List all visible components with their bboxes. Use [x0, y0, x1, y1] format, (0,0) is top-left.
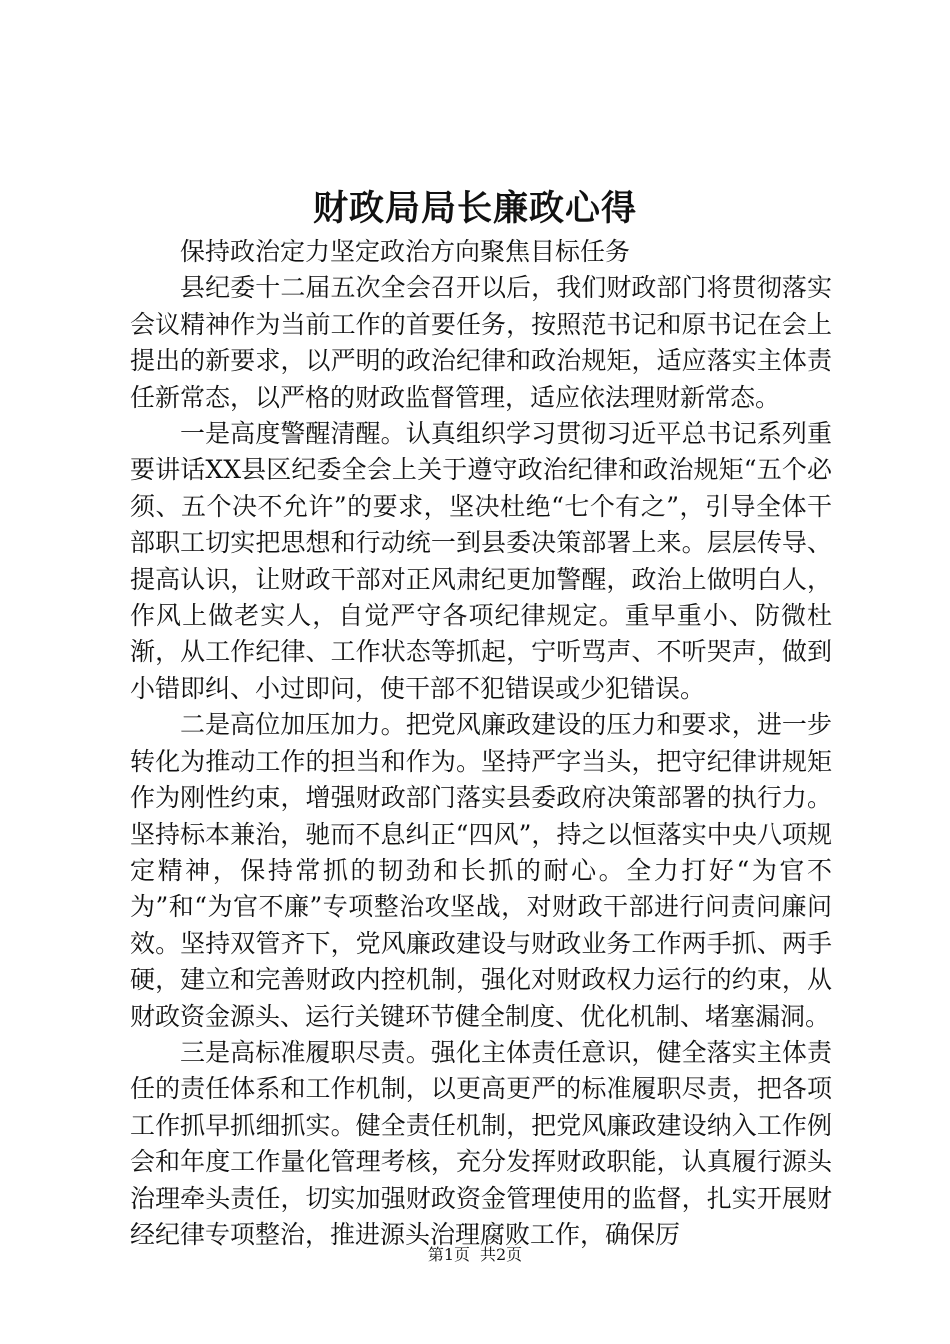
point-one-paragraph: 一是高度警醒清醒。认真组织学习贯彻习近平总书记系列重要讲话XX县区纪委全会上关于遵守政治纪律和政治规矩“五个必须、五个决不允许”的要求，坚决杜绝“七个有之”，引导全体干部职工切实把思想和行动统一到县委决策部署上来。层层传导、提高认识，让财政干部对正风肃纪更加警醒，政治上做明白人，作风上做老实人，自觉严守各项纪律规定。重早重小、防微杜渐，从工作纪律、工作状态等抓起，宁听骂声、不听哭声，做到小错即纠、小过即问，使干部不犯错误或少犯错误。: [130, 419, 832, 703]
document-body: [130, 234, 832, 1253]
subtitle-paragraph: 保持政治定力坚定政治方向聚焦目标任务: [180, 237, 631, 266]
point-two-paragraph: 二是高位加压加力。把党风廉政建设的压力和要求，进一步转化为推动工作的担当和作为。坚持严字当头，把守纪律讲规矩作为刚性约束，增强财政部门落实县委政府决策部署的执行力。坚持标本兼治，驰而不息纠正“四风”，持之以恒落实中央八项规定精神，保持常抓的韧劲和长抓的耐心。全力打好“为官不为”和“为官不廉”专项整治攻坚战，对财政干部进行问责问廉问效。坚持双管齐下，党风廉政建设与财政业务工作两手抓、两手硬，建立和完善财政内控机制，强化对财政权力运行的约束，从财政资金源头、运行关键环节健全制度、优化机制、堵塞漏洞。: [130, 710, 832, 1031]
document-title: 财政局局长廉政心得: [312, 188, 637, 229]
page-number-total: 共2页: [480, 1245, 523, 1264]
point-three-paragraph: 三是高标准履职尽责。强化主体责任意识，健全落实主体责任的责任体系和工作机制，以更高更严的标准履职尽责，把各项工作抓早抓细抓实。健全责任机制，把党风廉政建设纳入工作例会和年度工作量化管理考核，充分发挥财政职能，认真履行源头治理牵头责任，切实加强财政资金管理使用的监督，扎实开展财经纪律专项整治，推进源头治理腐败工作，确保厉: [130, 1037, 832, 1249]
intro-paragraph: 县纪委十二届五次全会召开以后，我们财政部门将贯彻落实会议精神作为当前工作的首要任务，按照范书记和原书记在会上提出的新要求，以严明的政治纪律和政治规矩，适应落实主体责任新常态，以严格的财政监督管理，适应依法理财新常态。: [130, 273, 832, 412]
page-footer: [0, 1243, 950, 1267]
page-number-current: 第1页: [427, 1245, 470, 1264]
